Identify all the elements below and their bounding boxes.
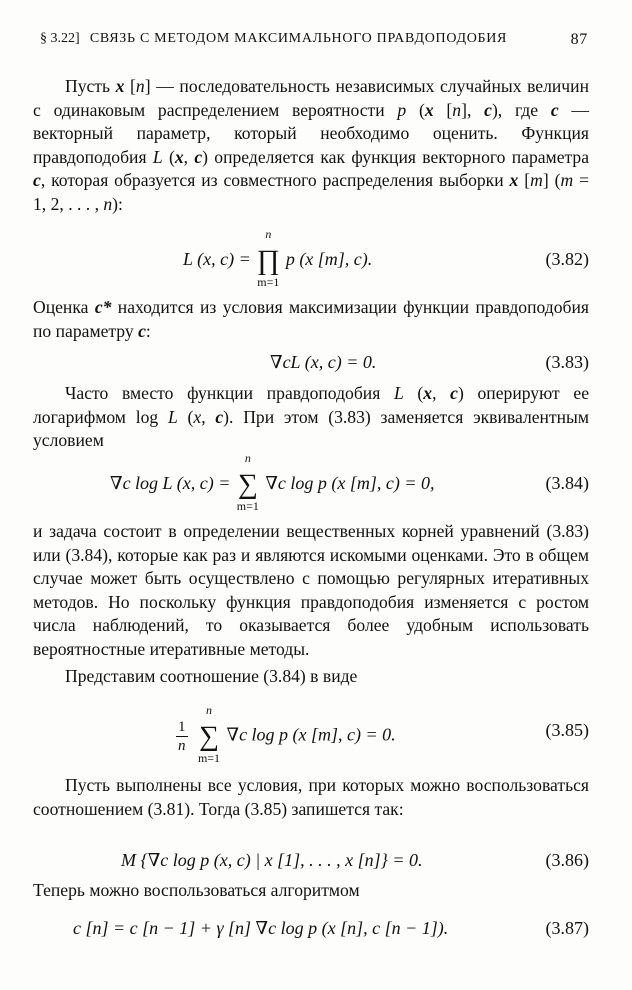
equation-number: (3.85)	[545, 720, 589, 740]
equation-3-85	[33, 702, 589, 765]
equation-rhs: p (x [m], c).	[285, 249, 373, 269]
equation-lhs: L (x, c) =	[183, 249, 251, 269]
paragraph-estimate: Оценка c* находится из условия максимизации функции правдоподобия по параметру c:	[33, 297, 590, 341]
equation-number: (3.84)	[545, 473, 589, 493]
paragraph-likelihood-definition: Пусть x [n] — последовательность независимых случайных величин с одинаковым распределением вероятности p (x [n], c), где c — векторный параметр, который необходимо оценить. Функция правдоподобия L (x, c) определяется как функция векторного параметра c, которая образуется из совместного распределения выборки x [m] (m = 1, 2, . . . , n):	[33, 76, 590, 214]
paragraph-conditions: Пусть выполнены все условия, при которых можно воспользоваться соотношением (3.81). Тогда (3.85) запишется так:	[33, 775, 589, 819]
equation-number: (3.83)	[545, 352, 589, 372]
page-number: 87	[570, 31, 588, 48]
equation-number: (3.86)	[545, 850, 589, 870]
equation-rhs: ∇c log p (x [m], c) = 0.	[226, 724, 396, 745]
sum-operator: n ∑ m=1	[236, 450, 259, 513]
equation-3-83: ∇cL (x, c) = 0. (3.83)	[270, 352, 589, 372]
equation-rhs: ∇c log p (x [m], c) = 0,	[265, 473, 435, 493]
running-header	[40, 31, 588, 49]
paragraph-algorithm: Теперь можно воспользоваться алгоритмом	[33, 880, 360, 900]
equation-3-82	[33, 226, 589, 289]
section-ref: § 3.22]	[40, 31, 80, 46]
paragraph-roots: и задача состоит в определении вещественных корней уравнений (3.83) или (3.84), которые как раз и являются искомыми оценками. Это в общем случае может быть осуществлено с помощью регулярных итеративных методов. Но поскольку функция правдоподобия изменяется с ростом числа наблюдений, то оказывается более удобным использовать вероятностные итеративные методы.	[33, 521, 589, 659]
equation-3-86: M {∇c log p (x, c) | x [1], . . . , x [n]} = 0. (3.86)	[121, 850, 589, 870]
fraction-one-over-n: $\frac{1}{n}$	[178, 719, 186, 754]
chapter-title: СВЯЗЬ С МЕТОДОМ МАКСИМАЛЬНОГО ПРАВДОПОДОБИЯ	[89, 31, 508, 46]
paragraph-represent: Представим соотношение (3.84) в виде	[65, 666, 358, 686]
paragraph-log-likelihood: Часто вместо функции правдоподобия L (x, c) оперируют ее логарифмом log L (x, c). При этом (3.83) заменяется эквивалентным условием	[33, 383, 590, 451]
equation-3-84	[33, 450, 589, 513]
equation-number: (3.82)	[545, 249, 589, 269]
sum-operator: n ∑ m=1	[197, 702, 221, 765]
equation-lhs: ∇c log L (x, c) =	[110, 473, 231, 493]
equation-3-87: c [n] = c [n − 1] + γ [n] ∇c log p (x [n], c [n − 1]). (3.87)	[73, 918, 589, 938]
equation-number: (3.87)	[545, 918, 589, 938]
product-operator: n ∏ m=1	[256, 226, 280, 289]
